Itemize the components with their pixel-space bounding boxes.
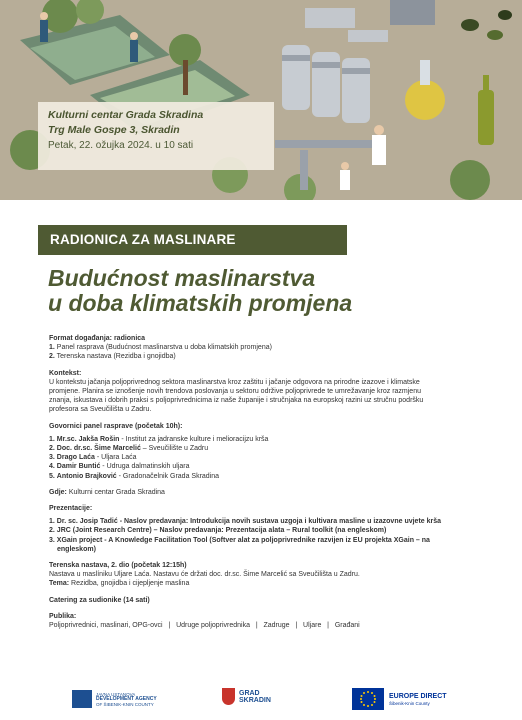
venue-name: Kulturni centar Grada Skradina bbox=[48, 109, 204, 121]
event-details bbox=[49, 334, 479, 630]
format-item: 1. Panel rasprava (Budućnost maslinarstva u doba klimatskih promjena) bbox=[49, 344, 272, 352]
olive-processing-illustration bbox=[0, 0, 522, 200]
panel-speaker: 1. Mr.sc. Jakša Rošin - Institut za jadranske kulture i melioracijzu krša bbox=[49, 435, 269, 443]
panel-speaker: 3. Drago Laća - Uljara Laća bbox=[49, 454, 137, 462]
presentation-item: 2. JRC (Joint Research Centre) – Naslov predavanja: Prezentacija alata – Rural toolkit (na engleskom) bbox=[49, 527, 387, 535]
city-shield-icon bbox=[222, 688, 235, 705]
audience-heading: Publika: bbox=[49, 612, 77, 620]
venue-address: Trg Male Gospe 3, Skradin bbox=[48, 124, 180, 136]
title-line-1: Budućnost maslinarstva bbox=[48, 265, 316, 291]
page-title bbox=[48, 266, 488, 316]
panel-speaker: 4. Damir Buntić - Udruga dalmatinskih uljara bbox=[49, 463, 190, 471]
audience-line: Poljoprivrednici, maslinari, OPG-ovci | Udruge poljoprivrednika | Zadruge | Uljare | Građani bbox=[49, 622, 360, 630]
context-line: U kontekstu jačanja poljoprivrednog sektora maslinarstva kroz zaštitu i jačanje odgovora na prirodne izazove i klimatske bbox=[49, 378, 420, 386]
title-line-2: u doba klimatskih promjena bbox=[48, 290, 353, 316]
context-line: promjene. Planira se iznošenje novih trendova poslovanja u sektoru održive poljoprivrede te umrežavanje kroz razmjenu bbox=[49, 388, 421, 396]
workshop-banner: RADIONICA ZA MASLINARE bbox=[38, 225, 347, 255]
presentation-item: 3. XGain project - A Knowledge Facilitation Tool (Softver alat za poljoprivrednike razvijen iz EU projekta XGain – na bbox=[49, 536, 430, 544]
europe-direct-logo: EUROPE DIRECT Šibenik-Knin County bbox=[352, 688, 447, 710]
field-topic: Tema: Rezidba, gnojidba i cijepljenje maslina bbox=[49, 580, 190, 588]
event-date: Petak, 22. ožujka 2024. u 10 sati bbox=[48, 140, 194, 151]
format-heading: Format događanja: radionica bbox=[49, 335, 146, 342]
field-line: Nastava u maslíniku Uljare Laća. Nastavu će držati doc. dr.sc. Šime Marcelić sa Sveučilišta u Zadru. bbox=[49, 571, 360, 579]
eu-flag-icon bbox=[352, 688, 384, 710]
context-line: znanja, iskustava i dobrih praksi s poljoprivrednicima iz naše županije i stručnjaka na europskoj razini uz stručnu podršku bbox=[49, 397, 424, 405]
field-heading: Terenska nastava, 2. dio (početak 12:15h) bbox=[49, 562, 187, 570]
panel-speaker: 2. Doc. dr.sc. Šime Marcelić – Sveučilište u Zadru bbox=[49, 445, 209, 453]
panel-heading: Govornici panel rasprave (početak 10h): bbox=[49, 422, 183, 430]
grad-skradin-logo: GRAD SKRADIN bbox=[222, 688, 271, 705]
development-agency-logo: JAVNA USTANOVA DEVELOPMENT AGENCY OF ŠIBENIK-KNIN COUNTY bbox=[72, 690, 157, 708]
hero-illustration bbox=[0, 0, 522, 200]
catering-line: Catering za sudionike (14 sati) bbox=[49, 596, 150, 604]
context-heading: Kontekst: bbox=[49, 369, 82, 377]
footer-logos bbox=[0, 684, 522, 720]
context-line: profesora sa Sveučilišta u Zadru. bbox=[49, 406, 152, 414]
format-item: 2. Terenska nastava (Rezidba i gnojidba) bbox=[49, 353, 176, 361]
presentations-heading: Prezentacije: bbox=[49, 505, 93, 513]
panel-speaker: 5. Antonio Brajković - Gradonačelnik Grada Skradina bbox=[49, 472, 220, 480]
where-line: Gdje: Kulturni centar Grada Skradina bbox=[49, 488, 165, 496]
presentation-item: 1. Dr. sc. Josip Tadić - Naslov predavanja: Introdukcija novih sustava uzgoja i kultivara masline u izazovne uvjete krša bbox=[49, 518, 442, 526]
presentation-item-cont: engleskom) bbox=[57, 545, 96, 553]
development-agency-icon bbox=[72, 690, 92, 708]
venue-info-box bbox=[38, 102, 274, 170]
